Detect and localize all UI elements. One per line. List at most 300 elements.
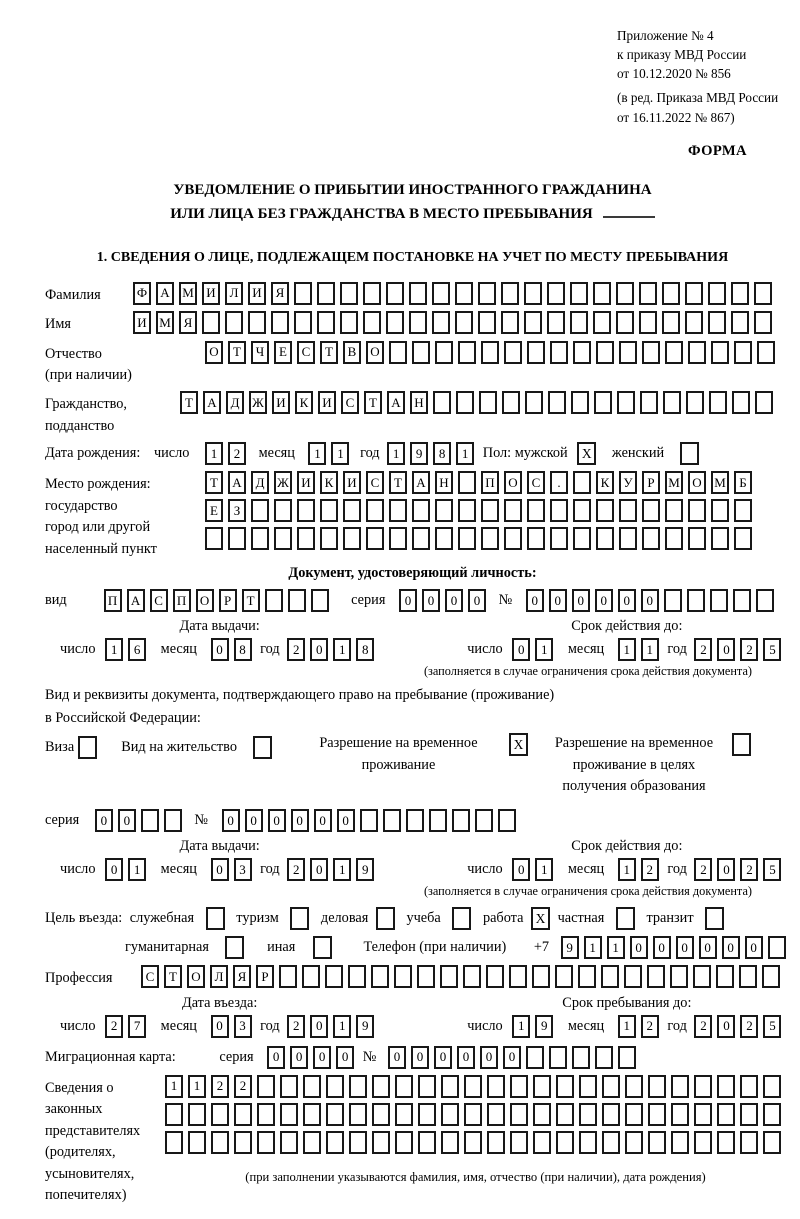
char-cell	[487, 1103, 505, 1126]
stay-day-label: число	[467, 1017, 503, 1034]
char-cell: Н	[410, 391, 428, 414]
char-cell	[524, 311, 542, 334]
purpose-study-checkbox	[452, 907, 471, 930]
birth-year-label: год	[360, 445, 380, 462]
identity-doc-row	[45, 589, 780, 612]
char-cell: 0	[480, 1046, 498, 1069]
char-cell	[481, 527, 499, 550]
char-cell	[732, 391, 750, 414]
char-cell	[395, 1131, 413, 1154]
char-cell	[257, 1131, 275, 1154]
char-cell: 1	[535, 858, 553, 881]
char-cell	[648, 1075, 666, 1098]
char-cell	[504, 527, 522, 550]
char-cell	[302, 965, 320, 988]
char-cell: 1	[456, 442, 474, 465]
surname-cells	[133, 282, 777, 305]
char-cell: Т	[364, 391, 382, 414]
char-cell	[265, 589, 283, 612]
char-cell	[366, 499, 384, 522]
residence-doc-intro-2: в Российской Федерации:	[45, 710, 201, 727]
char-cell: 0	[211, 1015, 229, 1038]
char-cell	[441, 1131, 459, 1154]
valid-year-label: год	[667, 640, 687, 657]
char-cell: 6	[128, 638, 146, 661]
char-cell	[188, 1131, 206, 1154]
char-cell: 0	[630, 936, 648, 959]
form-title	[45, 178, 780, 226]
birth-day-cells	[205, 442, 251, 465]
sex-label: Пол: мужской	[482, 445, 568, 462]
char-cell	[756, 589, 774, 612]
form-label: ФОРМА	[687, 142, 747, 159]
name-cells	[133, 311, 777, 334]
char-cell	[694, 1131, 712, 1154]
migration-series-label: серия	[219, 1048, 254, 1065]
char-cell: 8	[356, 638, 374, 661]
char-cell	[694, 1103, 712, 1126]
char-cell	[317, 311, 335, 334]
char-cell: 0	[641, 589, 659, 612]
char-cell	[429, 809, 447, 832]
residence-valid-day-label: число	[467, 861, 503, 878]
char-cell	[573, 341, 591, 364]
char-cell: Я	[179, 311, 197, 334]
purpose-tourism-checkbox	[290, 907, 309, 930]
char-cell	[688, 341, 706, 364]
char-cell: 0	[717, 858, 735, 881]
citizenship-row	[45, 391, 780, 437]
patronymic-cells	[205, 341, 780, 364]
char-cell	[717, 1131, 735, 1154]
char-cell: Д	[251, 471, 269, 494]
char-cell	[452, 809, 470, 832]
char-cell	[639, 282, 657, 305]
purpose-business-label: деловая	[320, 910, 369, 927]
identity-issue-title: Дата выдачи:	[179, 618, 260, 635]
char-cell	[671, 1103, 689, 1126]
char-cell: 0	[422, 589, 440, 612]
char-cell	[596, 499, 614, 522]
temp-residence-checkbox: X	[509, 733, 528, 756]
char-cell	[532, 965, 550, 988]
char-cell	[664, 589, 682, 612]
char-cell: 8	[234, 638, 252, 661]
char-cell	[556, 1131, 574, 1154]
char-cell	[556, 1103, 574, 1126]
residence-permit-label: Вид на жительство	[121, 738, 237, 755]
char-cell: 1	[128, 858, 146, 881]
char-cell: 0	[336, 1046, 354, 1069]
residence-valid-year-cells	[694, 858, 786, 881]
issue-year-cells	[287, 638, 379, 661]
char-cell: 2	[287, 858, 305, 881]
char-cell: Р	[219, 589, 237, 612]
char-cell: С	[150, 589, 168, 612]
char-cell	[596, 527, 614, 550]
char-cell: 0	[95, 809, 113, 832]
char-cell	[548, 391, 566, 414]
char-cell	[479, 391, 497, 414]
residence-issue-month-label: месяц	[160, 861, 197, 878]
char-cell: 2	[287, 638, 305, 661]
char-cell	[478, 311, 496, 334]
issue-day-label: число	[60, 640, 96, 657]
residence-number-label: №	[194, 812, 209, 829]
entry-day-label: число	[60, 1017, 96, 1034]
birthplace-cells-row-3	[205, 527, 757, 550]
char-cell: С	[141, 965, 159, 988]
legal-reps-label-line-2: законных	[45, 1101, 103, 1118]
char-cell: 1	[333, 638, 351, 661]
char-cell: 1	[331, 442, 349, 465]
char-cell: 0	[399, 589, 417, 612]
char-cell	[389, 499, 407, 522]
char-cell	[294, 311, 312, 334]
char-cell: И	[272, 391, 290, 414]
char-cell	[464, 1131, 482, 1154]
visa-checkbox	[78, 736, 97, 759]
char-cell: 9	[410, 442, 428, 465]
char-cell	[717, 1103, 735, 1126]
valid-day-cells	[512, 638, 558, 661]
char-cell: 9	[561, 936, 579, 959]
char-cell	[441, 1075, 459, 1098]
temp-residence-option	[296, 733, 528, 776]
char-cell: 0	[717, 1015, 735, 1038]
char-cell	[202, 311, 220, 334]
char-cell	[435, 499, 453, 522]
char-cell	[311, 589, 329, 612]
identity-issue-date	[60, 618, 379, 661]
char-cell	[694, 1075, 712, 1098]
char-cell	[709, 391, 727, 414]
char-cell	[487, 1075, 505, 1098]
char-cell: О	[504, 471, 522, 494]
char-cell	[280, 1131, 298, 1154]
char-cell	[573, 471, 591, 494]
char-cell	[363, 282, 381, 305]
char-cell	[617, 391, 635, 414]
purpose-humanitarian-label: гуманитарная	[125, 939, 209, 956]
legal-reps-label	[45, 1075, 165, 1207]
char-cell	[475, 809, 493, 832]
valid-month-cells	[618, 638, 664, 661]
legal-reps-note: (при заполнении указываются фамилия, имя, отчество (при наличии), дата рождения)	[245, 1169, 706, 1184]
char-cell: 2	[641, 1015, 659, 1038]
entry-date	[60, 995, 379, 1038]
identity-doc-series-label: серия	[351, 591, 386, 608]
char-cell	[762, 965, 780, 988]
char-cell: 0	[745, 936, 763, 959]
char-cell: 1	[584, 936, 602, 959]
char-cell	[571, 391, 589, 414]
char-cell	[763, 1131, 781, 1154]
char-cell	[225, 311, 243, 334]
identity-valid-date	[467, 618, 786, 661]
char-cell: 1	[535, 638, 553, 661]
birth-month-cells	[308, 442, 354, 465]
char-cell: Е	[274, 341, 292, 364]
edition-note	[617, 88, 780, 126]
char-cell: Р	[256, 965, 274, 988]
char-cell	[303, 1075, 321, 1098]
char-cell: 0	[291, 809, 309, 832]
purpose-other-checkbox	[313, 936, 332, 959]
char-cell	[549, 1046, 567, 1069]
visit-purpose-label: Цель въезда:	[45, 910, 123, 927]
char-cell	[389, 341, 407, 364]
char-cell: 0	[105, 858, 123, 881]
char-cell	[372, 1131, 390, 1154]
char-cell	[616, 311, 634, 334]
char-cell	[317, 282, 335, 305]
residence-valid-month-cells	[618, 858, 664, 881]
birth-year-cells	[387, 442, 479, 465]
form-title-line-2	[45, 202, 780, 226]
residence-doc-options	[45, 733, 780, 797]
char-cell: 0	[211, 638, 229, 661]
char-cell: 0	[468, 589, 486, 612]
char-cell	[688, 499, 706, 522]
profession-cells	[141, 965, 785, 988]
temp-residence-edu-label: Разрешение на временное проживание в целях получения образования	[554, 735, 714, 794]
char-cell: Д	[226, 391, 244, 414]
residence-doc-dates	[45, 838, 780, 881]
residence-valid-day-cells	[512, 858, 558, 881]
temp-residence-edu-checkbox	[732, 733, 751, 756]
purpose-transit-checkbox	[705, 907, 724, 930]
char-cell	[763, 1103, 781, 1126]
birth-date-label: Дата рождения:	[45, 445, 141, 462]
valid-month-label: месяц	[567, 640, 605, 657]
char-cell	[733, 589, 751, 612]
char-cell: М	[156, 311, 174, 334]
char-cell	[435, 527, 453, 550]
char-cell: 1	[618, 638, 636, 661]
char-cell	[665, 341, 683, 364]
char-cell: 2	[740, 638, 758, 661]
form-title-line-2-text: ИЛИ ЛИЦА БЕЗ ГРАЖДАНСТВА В МЕСТО ПРЕБЫВАНИЯ	[170, 205, 593, 222]
char-cell	[602, 1075, 620, 1098]
char-cell	[527, 341, 545, 364]
char-cell: 0	[512, 638, 530, 661]
visa-label: Виза	[45, 738, 75, 755]
birthplace-label	[45, 471, 205, 560]
char-cell: 0	[503, 1046, 521, 1069]
char-cell	[294, 282, 312, 305]
char-cell: Т	[242, 589, 260, 612]
valid-year-cells	[694, 638, 786, 661]
char-cell	[320, 527, 338, 550]
residence-doc-note: (заполняется в случае ограничения срока действия документа)	[423, 884, 752, 899]
appendix-line-1: Приложение № 4	[617, 28, 714, 43]
char-cell	[372, 1103, 390, 1126]
char-cell	[458, 527, 476, 550]
char-cell	[662, 311, 680, 334]
char-cell	[593, 311, 611, 334]
char-cell	[734, 341, 752, 364]
char-cell	[510, 1075, 528, 1098]
char-cell	[550, 527, 568, 550]
char-cell: И	[318, 391, 336, 414]
char-cell	[616, 282, 634, 305]
char-cell: 2	[234, 1075, 252, 1098]
char-cell: К	[295, 391, 313, 414]
char-cell	[326, 1075, 344, 1098]
char-cell	[478, 282, 496, 305]
char-cell: П	[481, 471, 499, 494]
identity-doc-type-label: вид	[45, 591, 67, 608]
char-cell: Я	[271, 282, 289, 305]
char-cell: А	[387, 391, 405, 414]
char-cell: 2	[211, 1075, 229, 1098]
char-cell: Л	[210, 965, 228, 988]
char-cell	[394, 965, 412, 988]
char-cell	[533, 1075, 551, 1098]
purpose-private-label: частная	[557, 910, 605, 927]
entry-month-cells	[211, 1015, 257, 1038]
char-cell: 2	[740, 1015, 758, 1038]
char-cell	[412, 527, 430, 550]
char-cell	[389, 527, 407, 550]
legal-reps-cells-row-3	[165, 1131, 786, 1154]
char-cell	[326, 1103, 344, 1126]
char-cell: А	[203, 391, 221, 414]
residence-permit-option	[121, 733, 272, 759]
char-cell	[274, 499, 292, 522]
birthplace-cells-row-1	[205, 471, 757, 494]
patronymic-label-line-1: Отчество	[45, 345, 102, 362]
profession-label: Профессия	[45, 970, 113, 987]
char-cell	[757, 341, 775, 364]
stay-month-label: месяц	[567, 1017, 605, 1034]
char-cell	[458, 499, 476, 522]
residence-issue-year-cells	[287, 858, 379, 881]
char-cell	[280, 1103, 298, 1126]
char-cell	[625, 1103, 643, 1126]
issue-month-label: месяц	[160, 640, 197, 657]
char-cell: 0	[222, 809, 240, 832]
char-cell	[671, 1075, 689, 1098]
name-label: Имя	[45, 316, 71, 333]
char-cell: К	[320, 471, 338, 494]
char-cell	[501, 311, 519, 334]
char-cell	[349, 1131, 367, 1154]
legal-reps-label-line-6: попечителях)	[45, 1187, 127, 1204]
char-cell: 0	[337, 809, 355, 832]
char-cell	[763, 1075, 781, 1098]
char-cell: О	[187, 965, 205, 988]
surname-row	[45, 282, 780, 306]
char-cell	[164, 809, 182, 832]
char-cell	[642, 499, 660, 522]
identity-doc-series-cells	[399, 589, 491, 612]
residence-valid-year-label: год	[667, 861, 687, 878]
issue-month-cells	[211, 638, 257, 661]
char-cell	[486, 965, 504, 988]
char-cell: 0	[245, 809, 263, 832]
char-cell: Т	[228, 341, 246, 364]
identity-doc-note: (заполняется в случае ограничения срока действия документа)	[423, 664, 752, 679]
char-cell: .	[550, 471, 568, 494]
birthplace-row	[45, 471, 780, 560]
char-cell: 2	[694, 858, 712, 881]
char-cell	[665, 527, 683, 550]
stay-year-cells	[694, 1015, 786, 1038]
char-cell	[481, 341, 499, 364]
char-cell: Н	[435, 471, 453, 494]
char-cell: 0	[526, 589, 544, 612]
char-cell	[640, 391, 658, 414]
char-cell	[662, 282, 680, 305]
char-cell: 1	[387, 442, 405, 465]
char-cell	[458, 341, 476, 364]
char-cell	[768, 936, 786, 959]
migration-number-label: №	[362, 1048, 377, 1065]
char-cell: 0	[310, 1015, 328, 1038]
char-cell	[435, 341, 453, 364]
char-cell	[594, 391, 612, 414]
char-cell	[271, 311, 289, 334]
char-cell	[205, 527, 223, 550]
appendix-note	[617, 26, 780, 127]
char-cell	[348, 965, 366, 988]
char-cell: Б	[734, 471, 752, 494]
char-cell: А	[228, 471, 246, 494]
char-cell: Е	[205, 499, 223, 522]
residence-valid-title: Срок действия до:	[571, 838, 683, 855]
char-cell: П	[173, 589, 191, 612]
char-cell	[739, 965, 757, 988]
entry-date-title: Дата въезда:	[181, 994, 258, 1011]
char-cell: 0	[310, 638, 328, 661]
char-cell: О	[366, 341, 384, 364]
legal-reps-label-line-4: (родителях,	[45, 1144, 116, 1161]
char-cell	[303, 1103, 321, 1126]
char-cell	[619, 527, 637, 550]
entry-day-cells	[105, 1015, 151, 1038]
char-cell	[340, 311, 358, 334]
char-cell	[366, 527, 384, 550]
char-cell	[363, 311, 381, 334]
char-cell	[570, 311, 588, 334]
entry-month-label: месяц	[160, 1017, 197, 1034]
char-cell: 0	[118, 809, 136, 832]
char-cell: М	[665, 471, 683, 494]
edition-line-2: от 16.11.2022 № 867)	[617, 109, 735, 125]
char-cell	[624, 965, 642, 988]
char-cell: 1	[512, 1015, 530, 1038]
char-cell	[596, 341, 614, 364]
char-cell	[685, 311, 703, 334]
char-cell	[412, 341, 430, 364]
char-cell: Я	[233, 965, 251, 988]
appendix-line-3: от 10.12.2020 № 856	[617, 66, 731, 82]
char-cell	[754, 282, 772, 305]
issue-year-label: год	[260, 640, 280, 657]
char-cell: И	[343, 471, 361, 494]
char-cell: М	[711, 471, 729, 494]
char-cell: С	[527, 471, 545, 494]
char-cell	[418, 1075, 436, 1098]
char-cell	[526, 1046, 544, 1069]
char-cell	[251, 499, 269, 522]
char-cell	[455, 282, 473, 305]
char-cell	[642, 341, 660, 364]
char-cell: 0	[572, 589, 590, 612]
identity-doc-number-label: №	[498, 591, 513, 608]
